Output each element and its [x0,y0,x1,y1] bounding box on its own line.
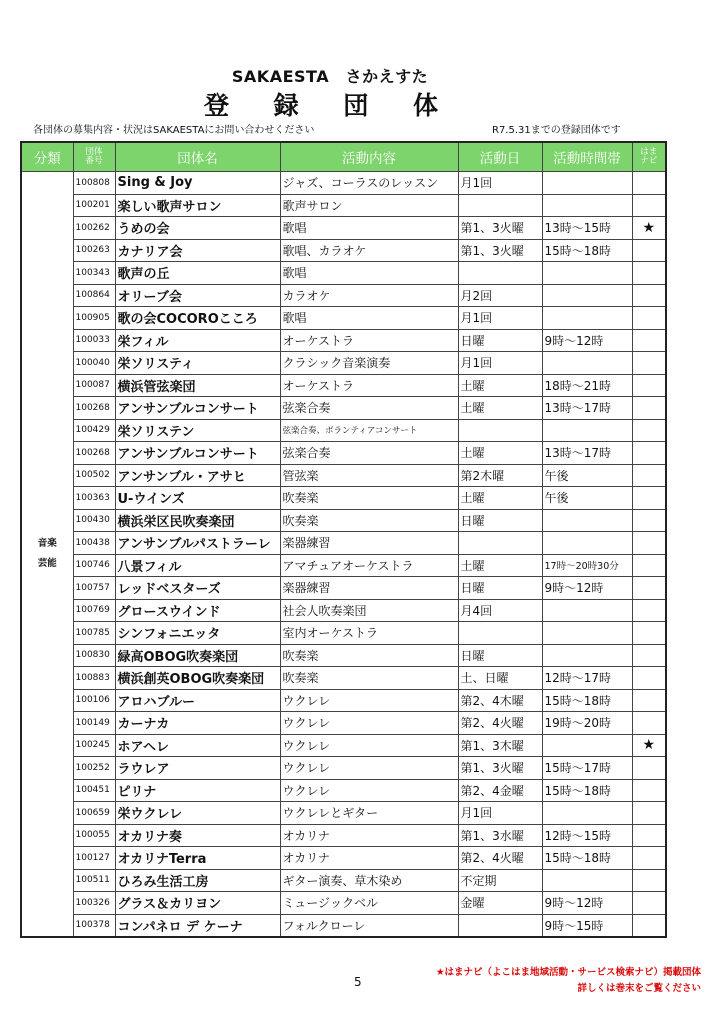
hama-navi-cell [632,779,666,802]
registered-groups-table [20,141,667,938]
activity-time-cell [542,622,632,645]
activity-time-cell [542,307,632,330]
group-id-cell: 100263 [73,239,115,262]
hama-navi-cell [632,757,666,780]
activity-day-cell: 第1、3木曜 [458,734,542,757]
hama-navi-cell [632,307,666,330]
group-id-cell: 100268 [73,397,115,420]
group-id-cell: 100363 [73,487,115,510]
activity-day-cell: 第1、3火曜 [458,757,542,780]
hama-navi-cell [632,442,666,465]
hama-navi-cell [632,329,666,352]
hama-navi-cell [632,712,666,735]
group-name-cell: Sing & Joy [115,172,280,195]
table-header-row [21,142,666,172]
activity-time-cell: 18時～21時 [542,374,632,397]
group-name-cell: ピリナ [115,779,280,802]
group-name-cell: 栄フィル [115,329,280,352]
table-row [21,757,666,780]
activity-time-cell: 9時～12時 [542,892,632,915]
header-activity-time: 活動時間帯 [542,142,632,172]
activity-cell: ウクレレ [280,689,458,712]
hama-navi-cell [632,847,666,870]
activity-day-cell: 第2、4火曜 [458,712,542,735]
group-name-cell: ラウレア [115,757,280,780]
group-id-cell: 100326 [73,892,115,915]
activity-day-cell: 月1回 [458,802,542,825]
activity-time-cell: 12時～15時 [542,824,632,847]
activity-day-cell [458,262,542,285]
group-name-cell: コンパネロ デ ケーナ [115,914,280,937]
activity-time-cell [542,262,632,285]
header-activity: 活動内容 [280,142,458,172]
group-id-cell: 100106 [73,689,115,712]
table-row [21,892,666,915]
hama-navi-cell [632,194,666,217]
table-row [21,622,666,645]
hama-navi-cell [632,824,666,847]
table-row [21,194,666,217]
activity-day-cell: 土曜 [458,487,542,510]
activity-day-cell: 土曜 [458,442,542,465]
activity-time-cell [542,352,632,375]
table-row [21,914,666,937]
group-name-cell: うめの会 [115,217,280,240]
table-row [21,824,666,847]
activity-day-cell: 不定期 [458,869,542,892]
activity-cell: 弦楽合奏 [280,442,458,465]
activity-time-cell [542,419,632,442]
hama-navi-cell [632,464,666,487]
hama-navi-cell: ★ [632,217,666,240]
activity-day-cell: 日曜 [458,644,542,667]
table-row [21,172,666,195]
activity-time-cell: 15時～18時 [542,779,632,802]
hama-navi-cell [632,869,666,892]
activity-cell: 弦楽合奏、ボランティアコンサート [280,419,458,442]
table-body [21,172,666,938]
group-id-cell: 100769 [73,599,115,622]
group-id-cell: 100378 [73,914,115,937]
hama-navi-cell [632,644,666,667]
activity-time-cell: 9時～12時 [542,329,632,352]
table-row [21,689,666,712]
table-row [21,307,666,330]
page-title: 登 録 団 体 [203,91,457,120]
page-number: 5 [354,975,362,989]
hama-navi-cell [632,397,666,420]
activity-day-cell: 第2、4木曜 [458,689,542,712]
group-name-cell: 横浜栄区民吹奏楽団 [115,509,280,532]
activity-day-cell: 月1回 [458,307,542,330]
hama-navi-cell [632,374,666,397]
header-group-id: 団体 番号 [73,142,115,172]
activity-day-cell [458,419,542,442]
group-name-cell: アンサンブルコンサート [115,397,280,420]
activity-time-cell: 9時～12時 [542,577,632,600]
activity-time-cell: 15時～18時 [542,689,632,712]
group-id-cell: 100268 [73,442,115,465]
group-id-cell: 100746 [73,554,115,577]
table-row [21,352,666,375]
group-name-cell: グラス＆カリヨン [115,892,280,915]
activity-day-cell: 土、日曜 [458,667,542,690]
group-name-cell: カーナカ [115,712,280,735]
hama-navi-cell [632,802,666,825]
group-id-cell: 100883 [73,667,115,690]
group-name-cell: 栄ソリステン [115,419,280,442]
activity-time-cell: 15時～17時 [542,757,632,780]
header-group-name: 団体名 [115,142,280,172]
hama-navi-cell [632,667,666,690]
hama-navi-cell [632,352,666,375]
activity-time-cell: 15時～18時 [542,239,632,262]
group-id-cell: 100245 [73,734,115,757]
group-id-cell: 100430 [73,509,115,532]
activity-time-cell [542,509,632,532]
activity-cell: 歌唱、カラオケ [280,239,458,262]
activity-cell: ウクレレ [280,734,458,757]
table-row [21,599,666,622]
activity-time-cell: 19時～20時 [542,712,632,735]
table-row [21,374,666,397]
group-name-cell: 八景フィル [115,554,280,577]
table-row [21,554,666,577]
group-name-cell: グロースウインド [115,599,280,622]
activity-cell: ジャズ、コーラスのレッスン [280,172,458,195]
activity-cell: ミュージックベル [280,892,458,915]
table-row [21,869,666,892]
group-name-cell: オリーブ会 [115,284,280,307]
activity-time-cell: 17時～20時30分 [542,554,632,577]
org-title: SAKAESTA さかえすた [231,67,429,86]
activity-cell: ウクレレ [280,757,458,780]
group-name-cell: U-ウインズ [115,487,280,510]
table-row [21,532,666,555]
activity-day-cell: 第2、4金曜 [458,779,542,802]
activity-cell: アマチュアオーケストラ [280,554,458,577]
activity-cell: ウクレレとギター [280,802,458,825]
hama-navi-cell [632,172,666,195]
activity-cell: 吹奏楽 [280,487,458,510]
activity-time-cell [542,284,632,307]
activity-day-cell: 第1、3水曜 [458,824,542,847]
activity-cell: 吹奏楽 [280,509,458,532]
activity-time-cell: 12時～17時 [542,667,632,690]
hama-navi-cell [632,622,666,645]
hama-navi-note: ★はまナビ（よこはま地域活動・サービス検索ナビ）掲載団体 [435,967,701,978]
activity-cell: 吹奏楽 [280,667,458,690]
activity-day-cell: 月1回 [458,352,542,375]
activity-cell: 歌声サロン [280,194,458,217]
group-id-cell: 100252 [73,757,115,780]
group-id-cell: 100055 [73,824,115,847]
activity-time-cell [542,172,632,195]
group-name-cell: アロハブルー [115,689,280,712]
activity-time-cell [542,194,632,217]
group-id-cell: 100033 [73,329,115,352]
activity-cell: ウクレレ [280,712,458,735]
table-row [21,802,666,825]
hama-navi-cell [632,419,666,442]
hama-navi-cell [632,577,666,600]
activity-day-cell: 第1、3火曜 [458,239,542,262]
group-name-cell: アンサンブル・アサヒ [115,464,280,487]
date-note: R7.5.31までの登録団体です [492,125,621,136]
group-id-cell: 100040 [73,352,115,375]
table-row [21,644,666,667]
group-name-cell: シンフォニエッタ [115,622,280,645]
activity-day-cell [458,622,542,645]
activity-cell: 弦楽合奏 [280,397,458,420]
table-row [21,397,666,420]
activity-time-cell [542,869,632,892]
table-row [21,734,666,757]
table-row [21,442,666,465]
activity-time-cell: 13時～17時 [542,442,632,465]
activity-day-cell [458,194,542,217]
activity-cell: オカリナ [280,824,458,847]
activity-day-cell: 土曜 [458,397,542,420]
table-row [21,509,666,532]
group-name-cell: ひろみ生活工房 [115,869,280,892]
activity-time-cell: 13時～17時 [542,397,632,420]
hama-navi-cell [632,689,666,712]
activity-time-cell: 15時～18時 [542,847,632,870]
hama-navi-cell [632,532,666,555]
group-id-cell: 100511 [73,869,115,892]
group-name-cell: オカリナTerra [115,847,280,870]
category-cell: 音楽 芸能 [21,172,73,938]
group-name-cell: 横浜管弦楽団 [115,374,280,397]
table-row [21,262,666,285]
table-row [21,577,666,600]
group-id-cell: 100905 [73,307,115,330]
activity-time-cell [542,802,632,825]
hama-navi-cell: ★ [632,734,666,757]
hama-navi-cell [632,599,666,622]
hama-navi-cell [632,509,666,532]
activity-day-cell: 第2木曜 [458,464,542,487]
activity-day-cell: 日曜 [458,509,542,532]
table-row [21,284,666,307]
activity-time-cell [542,644,632,667]
activity-cell: ウクレレ [280,779,458,802]
group-id-cell: 100502 [73,464,115,487]
group-id-cell: 100262 [73,217,115,240]
activity-cell: 歌唱 [280,262,458,285]
activity-day-cell: 日曜 [458,577,542,600]
header-activity-day: 活動日 [458,142,542,172]
hama-navi-cell [632,914,666,937]
group-id-cell: 100438 [73,532,115,555]
activity-cell: フォルクローレ [280,914,458,937]
see-appendix-note: 詳しくは巻末をご覧ください [577,983,701,994]
activity-cell: オーケストラ [280,374,458,397]
group-id-cell: 100201 [73,194,115,217]
group-name-cell: アンサンブルコンサート [115,442,280,465]
activity-day-cell: 月4回 [458,599,542,622]
group-name-cell: カナリア会 [115,239,280,262]
group-id-cell: 100757 [73,577,115,600]
hama-navi-cell [632,239,666,262]
group-id-cell: 100343 [73,262,115,285]
table-row [21,779,666,802]
activity-time-cell: 13時～15時 [542,217,632,240]
activity-day-cell: 第1、3火曜 [458,217,542,240]
activity-time-cell: 午後 [542,464,632,487]
hama-navi-cell [632,284,666,307]
group-id-cell: 100830 [73,644,115,667]
activity-cell: 管弦楽 [280,464,458,487]
activity-day-cell: 土曜 [458,374,542,397]
inquiry-note: 各団体の募集内容・状況はSAKAESTAにお問い合わせください [33,125,315,136]
activity-cell: 吹奏楽 [280,644,458,667]
group-id-cell: 100127 [73,847,115,870]
table-row [21,419,666,442]
table-row [21,712,666,735]
activity-day-cell: 金曜 [458,892,542,915]
activity-day-cell [458,914,542,937]
table-row [21,329,666,352]
group-id-cell: 100864 [73,284,115,307]
activity-cell: 社会人吹奏楽団 [280,599,458,622]
table-row [21,464,666,487]
header-hama-navi: はま ナビ [632,142,666,172]
group-name-cell: 栄ウクレレ [115,802,280,825]
hama-navi-cell [632,554,666,577]
group-id-cell: 100087 [73,374,115,397]
activity-time-cell: 午後 [542,487,632,510]
table-row [21,487,666,510]
activity-cell: 歌唱 [280,307,458,330]
activity-day-cell: 月2回 [458,284,542,307]
activity-time-cell [542,532,632,555]
group-id-cell: 100659 [73,802,115,825]
activity-cell: 室内オーケストラ [280,622,458,645]
activity-day-cell: 土曜 [458,554,542,577]
group-name-cell: 歌の会COCOROこころ [115,307,280,330]
group-id-cell: 100785 [73,622,115,645]
activity-time-cell: 9時～15時 [542,914,632,937]
group-id-cell: 100149 [73,712,115,735]
group-name-cell: 緑高OBOG吹奏楽団 [115,644,280,667]
activity-time-cell [542,599,632,622]
activity-day-cell [458,532,542,555]
group-name-cell: 栄ソリスティ [115,352,280,375]
group-name-cell: アンサンブルパストラーレ [115,532,280,555]
group-id-cell: 100808 [73,172,115,195]
activity-cell: オーケストラ [280,329,458,352]
table-row [21,239,666,262]
header-category: 分類 [21,142,73,172]
group-name-cell: 横浜創英OBOG吹奏楽団 [115,667,280,690]
activity-cell: 楽器練習 [280,532,458,555]
activity-day-cell: 月1回 [458,172,542,195]
table-row [21,667,666,690]
activity-cell: クラシック音楽演奏 [280,352,458,375]
group-name-cell: ホアヘレ [115,734,280,757]
activity-time-cell [542,734,632,757]
activity-cell: 楽器練習 [280,577,458,600]
hama-navi-cell [632,892,666,915]
group-name-cell: オカリナ奏 [115,824,280,847]
table-row [21,217,666,240]
table-row [21,847,666,870]
activity-day-cell: 日曜 [458,329,542,352]
group-id-cell: 100451 [73,779,115,802]
hama-navi-cell [632,487,666,510]
activity-cell: オカリナ [280,847,458,870]
group-name-cell: 楽しい歌声サロン [115,194,280,217]
activity-cell: 歌唱 [280,217,458,240]
activity-cell: カラオケ [280,284,458,307]
group-id-cell: 100429 [73,419,115,442]
activity-cell: ギター演奏、草木染め [280,869,458,892]
group-name-cell: レッドベスターズ [115,577,280,600]
group-name-cell: 歌声の丘 [115,262,280,285]
activity-day-cell: 第2、4火曜 [458,847,542,870]
hama-navi-cell [632,262,666,285]
